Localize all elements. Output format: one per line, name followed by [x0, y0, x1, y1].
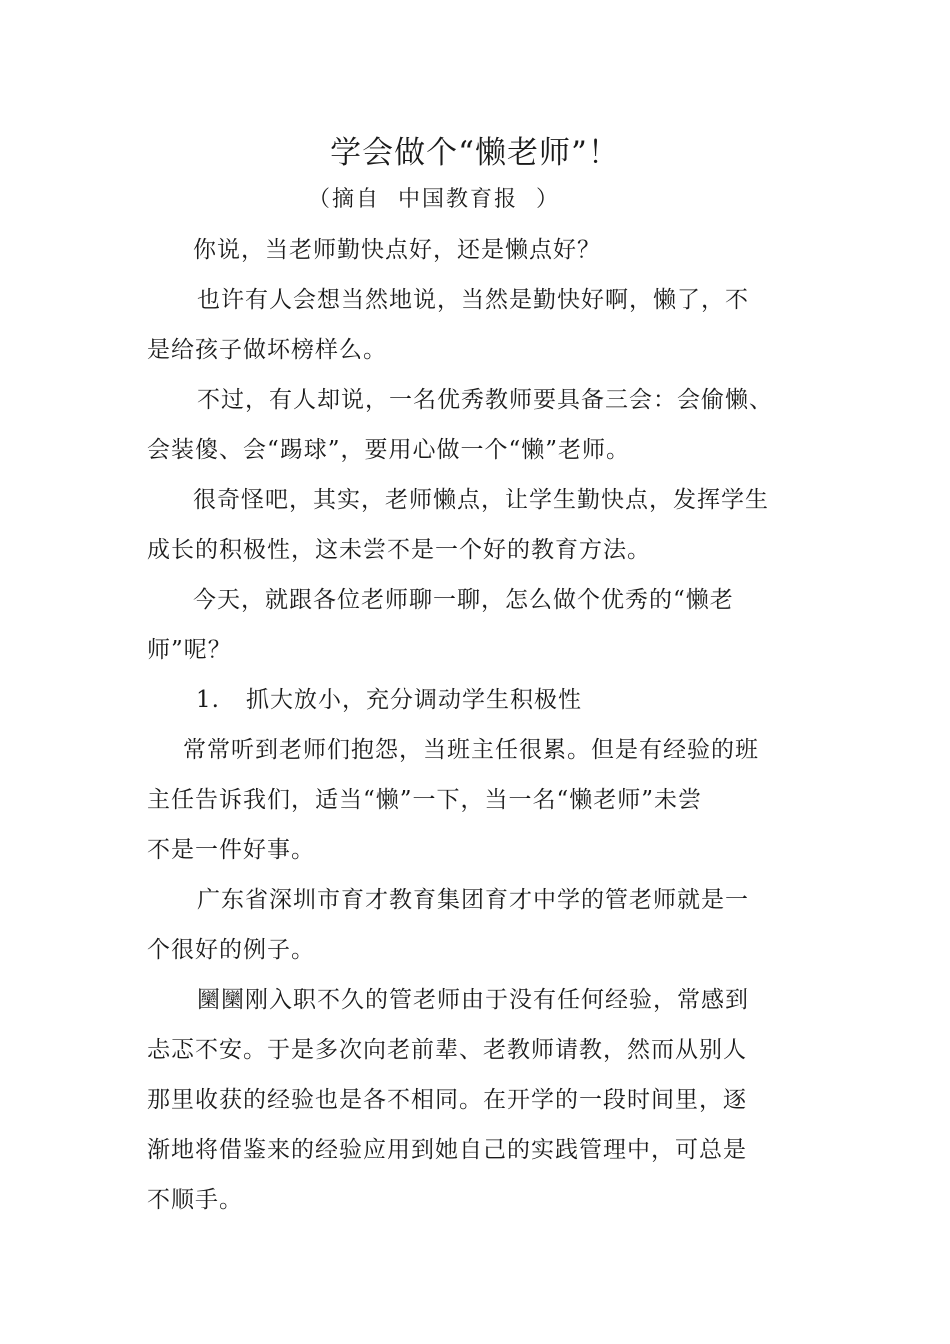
paragraph-line: 个很好的例子。 [147, 937, 315, 963]
section-heading-number: 1. [196, 687, 220, 713]
paragraph-line: 会装傻、会“踢球”，要用心做一个“懒”老师。 [147, 437, 631, 463]
section-heading [196, 678, 582, 722]
paragraph-line: 师”呢？ [147, 637, 232, 663]
paragraph-line: 是给孩子做坏榜样么。 [147, 337, 387, 363]
article-title: 学会做个“懒老师”！ [330, 135, 620, 171]
paragraph-line: 常常听到老师们抱怨，当班主任很累。但是有经验的班 [183, 737, 759, 763]
paragraph-line: 今天，就跟各位老师聊一聊，怎么做个优秀的“懒老 [193, 587, 734, 613]
paragraph-line: 也许有人会想当然地说，当然是勤快好啊，懒了，不 [197, 287, 749, 313]
paragraph-line: 那里收获的经验也是各不相同。在开学的一段时间里，逐 [147, 1087, 747, 1113]
paragraph-line: 你说，当老师勤快点好，还是懒点好？ [193, 237, 601, 263]
paragraph-line: 圞圞刚入职不久的管老师由于没有任何经验，常感到 [197, 987, 749, 1013]
paragraph-line: 不顺手。 [147, 1187, 243, 1213]
paragraph-line: 渐地将借鉴来的经验应用到她自己的实践管理中，可总是 [147, 1137, 747, 1163]
section-heading-text: 抓大放小，充分调动学生积极性 [246, 687, 582, 713]
paragraph-line: 广东省深圳市育才教育集团育才中学的管老师就是一 [197, 887, 749, 913]
paragraph-line: 很奇怪吧，其实，老师懒点，让学生勤快点，发挥学生 [193, 487, 769, 513]
paragraph-line: 成长的积极性，这未尝不是一个好的教育方法。 [147, 537, 651, 563]
paragraph-line: 不过，有人却说，一名优秀教师要具备三会：会偷懒、 [197, 387, 773, 413]
paragraph-line: 不是一件好事。 [147, 837, 315, 863]
paragraph-line: 忐忑不安。于是多次向老前辈、老教师请教，然而从别人 [147, 1037, 747, 1063]
paragraph-line: 主任告诉我们，适当“懒”一下，当一名“懒老师”未尝 [147, 787, 703, 813]
article-source: （摘自 中国教育报 ） [308, 187, 560, 212]
